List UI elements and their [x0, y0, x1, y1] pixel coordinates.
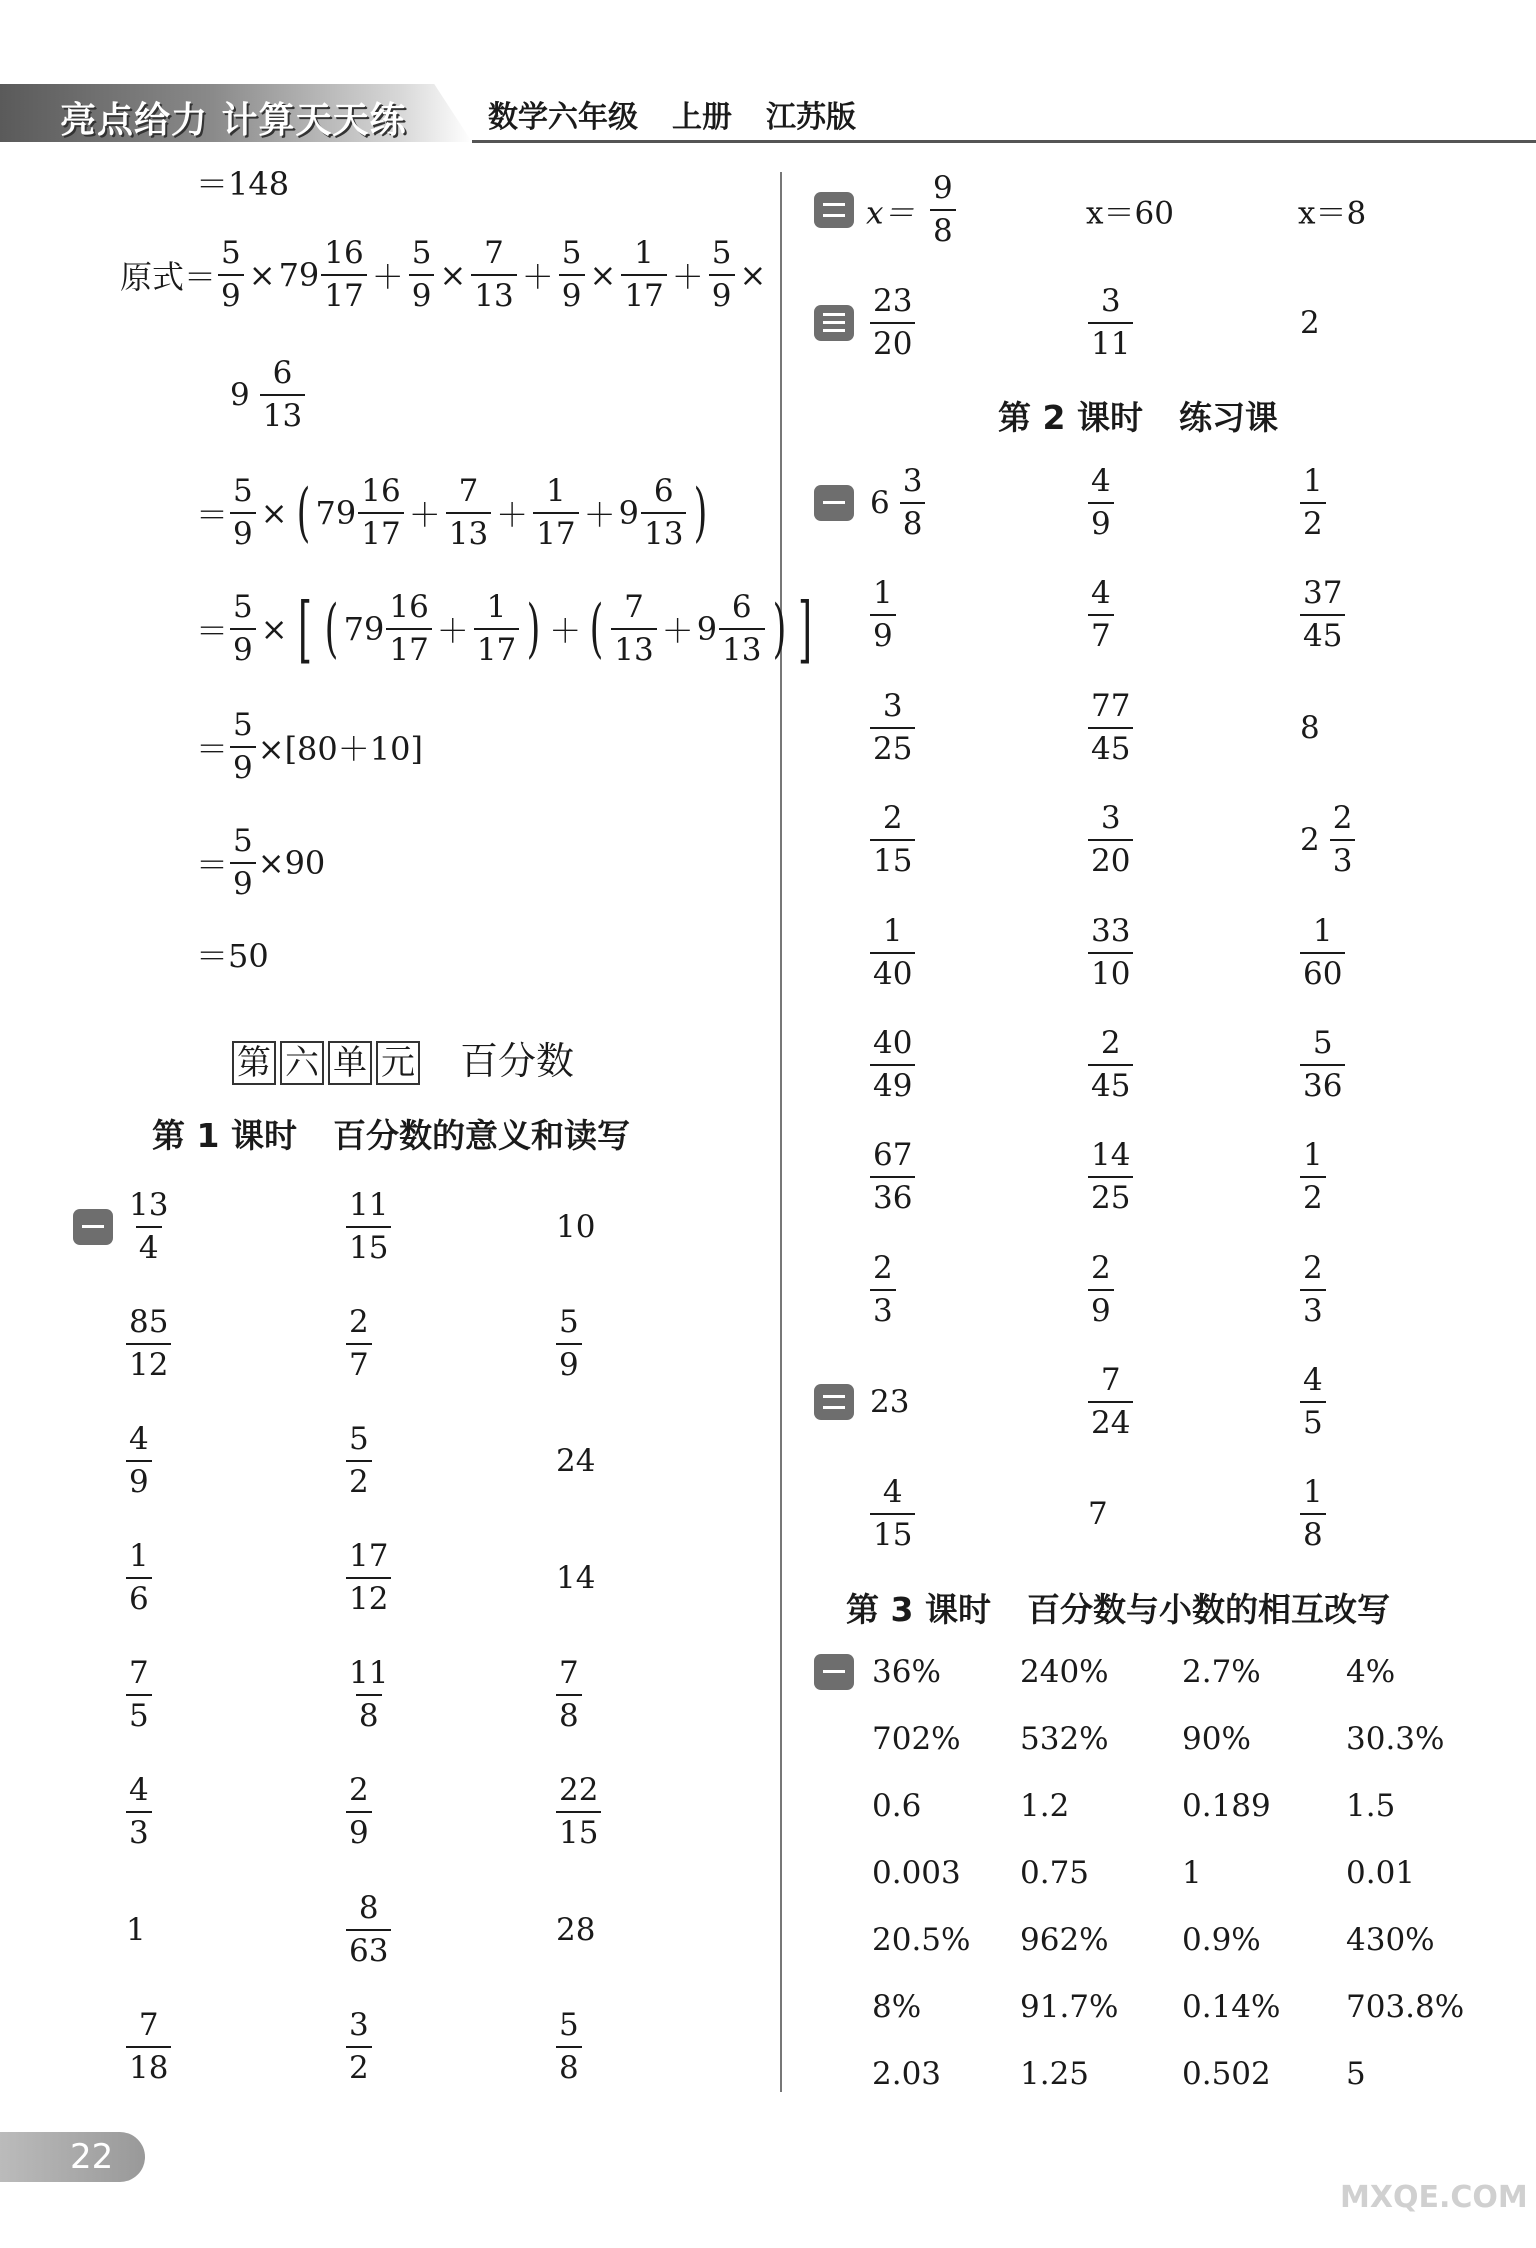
fraction: $\frac{6}{13}$ — [260, 358, 305, 432]
answer-value: 90% — [1182, 1721, 1251, 1757]
answer-value: 1.25 — [1020, 2056, 1090, 2092]
answer-value: $\frac{14}{25}$ — [1088, 1140, 1133, 1214]
unit-title — [232, 1030, 574, 1085]
answer-value: $\frac{40}{49}$ — [870, 1028, 915, 1102]
unit-name: 百分数 — [460, 1039, 575, 1083]
answer-value: 1 — [126, 1912, 146, 1948]
fraction: $\frac{1}{17}$ — [533, 476, 578, 550]
fraction: $\frac{5}{9}$ — [230, 476, 256, 550]
whole-number: 9 — [696, 610, 718, 648]
paren-close: ) — [526, 592, 541, 666]
answer-value: $\frac{2}{9}$ — [346, 1775, 372, 1849]
lesson1-title — [152, 1110, 630, 1157]
fraction: $\frac{7}{13}$ — [611, 592, 656, 666]
header-brand-title: 亮点给力 计算天天练 — [60, 100, 407, 141]
fraction: $\frac{1}{17}$ — [621, 238, 666, 312]
answer-value: $\frac{23}{20}$ — [870, 286, 915, 360]
fraction: $\frac{6}{13}$ — [641, 476, 686, 550]
step-text: ×90 — [257, 844, 326, 882]
fraction: $\frac{5}{9}$ — [230, 826, 256, 900]
equals-sign: ＝ — [196, 846, 229, 884]
answer-value: $\frac{33}{10}$ — [1088, 916, 1133, 990]
answer-value: 962% — [1020, 1922, 1109, 1958]
answer-value: x＝ — [866, 195, 915, 232]
calc-step-90 — [196, 823, 326, 902]
answer-value: $\frac{7}{5}$ — [126, 1658, 152, 1732]
answer-value: 0.003 — [872, 1855, 961, 1891]
paren-open: ( — [589, 592, 604, 666]
fraction: $\frac{7}{13}$ — [446, 476, 491, 550]
plus-sign: ＋ — [436, 612, 469, 650]
answer-value: 2 — [1300, 305, 1320, 341]
answer-value: 28 — [556, 1912, 596, 1948]
unit-box: 元 — [376, 1041, 420, 1085]
fraction: $\frac{5}{9}$ — [709, 238, 735, 312]
equals-sign: ＝ — [196, 730, 229, 768]
header-volume: 上册 — [672, 100, 732, 135]
answer-value: 0.75 — [1020, 1855, 1090, 1891]
answer-value: 7 — [1088, 1496, 1108, 1532]
answer-value: 703.8% — [1346, 1989, 1465, 2025]
answer-value: 24 — [556, 1443, 596, 1479]
answer-value: 30.3% — [1346, 1721, 1445, 1757]
lesson-name: 练习课 — [1178, 398, 1278, 437]
answer-value: $\frac{4}{15}$ — [870, 1477, 915, 1551]
watermark-logo: MXQE.COM — [1340, 2180, 1528, 2215]
answer-value: $\frac{85}{12}$ — [126, 1307, 171, 1381]
answer-value: $\frac{3}{25}$ — [870, 691, 915, 765]
lesson-label: 第 1 课时 — [152, 1116, 297, 1155]
answer-value: 23 — [870, 1384, 910, 1420]
answer-value: $\frac{11}{15}$ — [346, 1190, 391, 1264]
paren-close: ) — [772, 592, 786, 666]
times-sign: × — [589, 256, 617, 294]
section-one-marker — [73, 1209, 113, 1245]
answer-value: $\frac{3}{20}$ — [1088, 803, 1133, 877]
answer-value: $\frac{4}{3}$ — [126, 1775, 152, 1849]
answer-value: $\frac{2}{45}$ — [1088, 1028, 1133, 1102]
section-one-marker — [814, 1654, 854, 1690]
mixed-number-9-6-13 — [230, 355, 305, 434]
answer-value: 1.5 — [1346, 1788, 1396, 1824]
lesson-name: 百分数与小数的相互改写 — [1026, 1590, 1390, 1629]
answer-value: $\frac{8}{63}$ — [346, 1893, 391, 1967]
answer-value: 0.01 — [1346, 1855, 1416, 1891]
answer-value: 430% — [1346, 1922, 1435, 1958]
fraction: $\frac{7}{13}$ — [471, 238, 516, 312]
fraction: $\frac{5}{9}$ — [230, 592, 256, 666]
unit-box: 第 — [232, 1041, 276, 1085]
plus-sign: ＋ — [371, 258, 404, 296]
equals-sign: ＝ — [196, 496, 229, 534]
answer-value: $\frac{4}{7}$ — [1088, 578, 1114, 652]
fraction: $\frac{5}{9}$ — [230, 710, 256, 784]
bracket-open: [ — [297, 587, 312, 671]
calc-step-80-10 — [196, 707, 423, 786]
answer-value: $\frac{2}{7}$ — [346, 1307, 372, 1381]
paren-open: ( — [324, 592, 339, 666]
calc-step-factor — [196, 473, 713, 552]
answer-value: $\frac{1}{2}$ — [1300, 1140, 1326, 1214]
bracket-close: ] — [798, 587, 813, 671]
answer-value: $\frac{2}{9}$ — [1088, 1253, 1114, 1327]
answer-value: $\frac{5}{9}$ — [556, 1307, 582, 1381]
answer-value: $\frac{13}{4}$ — [129, 1187, 169, 1266]
answer-value: 532% — [1020, 1721, 1109, 1757]
calc-result-50: ＝50 — [196, 937, 269, 975]
answer-value: x＝60 — [1086, 195, 1174, 232]
header-rule — [472, 140, 1536, 143]
paren-open: ( — [296, 476, 310, 550]
whole-number: 79 — [278, 256, 320, 294]
answer-value: $\frac{67}{36}$ — [870, 1140, 915, 1214]
answer-value: $\frac{3}{11}$ — [1088, 286, 1133, 360]
answer-value: 0.14% — [1182, 1989, 1281, 2025]
answer-value: $\frac{4}{9}$ — [126, 1424, 152, 1498]
step-text: ×[80＋10] — [257, 730, 423, 768]
header-edition: 江苏版 — [766, 100, 856, 135]
answer-value: $\frac{2}{3}$ — [870, 1253, 896, 1327]
plus-sign: ＋ — [521, 258, 554, 296]
whole-number: 9 — [230, 377, 250, 413]
fraction: $\frac{5}{9}$ — [409, 238, 435, 312]
fraction: $\frac{5}{9}$ — [218, 238, 244, 312]
answer-value: 1 — [1182, 1855, 1202, 1891]
answer-value: 20.5% — [872, 1922, 971, 1958]
whole-number: 9 — [618, 494, 640, 532]
plus-sign: ＋ — [408, 496, 441, 534]
lesson2-title — [998, 392, 1278, 439]
orig-label: 原式＝ — [120, 258, 217, 296]
answer-value: 2.03 — [872, 2056, 942, 2092]
answer-value: $\frac{1}{40}$ — [870, 916, 915, 990]
whole-number: 79 — [343, 610, 385, 648]
answer-value: $\frac{7}{24}$ — [1088, 1365, 1133, 1439]
answer-value: $\frac{2}{3}$ — [1300, 1253, 1326, 1327]
answer-value: 6 $\frac{3}{8}$ — [870, 466, 925, 540]
answer-value: 2.7% — [1182, 1654, 1261, 1690]
fraction: $\frac{16}{17}$ — [358, 476, 403, 550]
answer-value: 8% — [872, 1989, 922, 2025]
times-sign: × — [739, 256, 767, 294]
fraction: $\frac{16}{17}$ — [321, 238, 366, 312]
unit-box: 单 — [328, 1041, 372, 1085]
times-sign: × — [260, 610, 288, 648]
whole-number: 79 — [315, 494, 357, 532]
answer-value: $\frac{77}{45}$ — [1088, 691, 1133, 765]
header-book-info — [488, 92, 890, 136]
unit-box: 六 — [280, 1041, 324, 1085]
plus-sign: ＋ — [496, 496, 529, 534]
answer-value: 0.6 — [872, 1788, 922, 1824]
answer-value: 5 — [1346, 2056, 1366, 2092]
section-one-marker — [814, 485, 854, 521]
answer-value: $\frac{1}{6}$ — [126, 1541, 152, 1615]
calc-line-148: ＝148 — [196, 165, 290, 203]
plus-sign: ＋ — [549, 612, 582, 650]
answer-value: 10 — [556, 1209, 596, 1245]
times-sign: × — [439, 256, 467, 294]
times-sign: × — [260, 494, 288, 532]
fraction: $\frac{6}{13}$ — [719, 592, 764, 666]
section-three-marker — [814, 305, 854, 341]
answer-value: $\frac{4}{5}$ — [1300, 1365, 1326, 1439]
answer-value: x＝8 — [1298, 195, 1367, 232]
answer-value: 702% — [872, 1721, 961, 1757]
answer-value: $\frac{3}{2}$ — [346, 2010, 372, 2084]
equals-sign: ＝ — [196, 612, 229, 650]
page-number: 22 — [70, 2137, 114, 2177]
answer-value: $\frac{2}{15}$ — [870, 803, 915, 877]
answer-value: $\frac{1}{2}$ — [1300, 466, 1326, 540]
calc-step-group — [196, 587, 820, 671]
answer-value: $\frac{5}{36}$ — [1300, 1028, 1345, 1102]
column-divider — [780, 172, 782, 2092]
answer-value: 36% — [872, 1654, 941, 1690]
times-sign: × — [248, 256, 276, 294]
answer-value: $\frac{9}{8}$ — [930, 173, 956, 247]
lesson-label: 第 2 课时 — [998, 398, 1143, 437]
answer-value: 14 — [556, 1560, 596, 1596]
answer-value: 4% — [1346, 1654, 1396, 1690]
section-two-marker — [814, 1384, 854, 1420]
answer-value: 0.9% — [1182, 1922, 1261, 1958]
answer-value: $\frac{5}{2}$ — [346, 1424, 372, 1498]
answer-value: $\frac{11}{8}$ — [349, 1655, 389, 1734]
answer-value: $\frac{37}{45}$ — [1300, 578, 1345, 652]
paren-close: ) — [694, 476, 708, 550]
header-subject: 数学六年级 — [488, 100, 638, 135]
answer-value: $\frac{1}{9}$ — [870, 578, 896, 652]
plus-sign: ＋ — [661, 612, 694, 650]
plus-sign: ＋ — [583, 496, 616, 534]
calc-original-expression — [120, 235, 769, 314]
answer-value: 2 $\frac{2}{3}$ — [1300, 803, 1355, 877]
answer-value: $\frac{17}{12}$ — [346, 1541, 391, 1615]
answer-value: $\frac{22}{15}$ — [556, 1775, 601, 1849]
answer-value: 240% — [1020, 1654, 1109, 1690]
answer-value: $\frac{7}{18}$ — [126, 2010, 171, 2084]
lesson3-title — [846, 1584, 1390, 1631]
answer-value: 91.7% — [1020, 1989, 1119, 2025]
lesson-label: 第 3 课时 — [846, 1590, 991, 1629]
fraction: $\frac{16}{17}$ — [386, 592, 431, 666]
answer-value: 0.189 — [1182, 1788, 1271, 1824]
answer-value: $\frac{4}{9}$ — [1088, 466, 1114, 540]
fraction: $\frac{1}{17}$ — [474, 592, 519, 666]
answer-value: 0.502 — [1182, 2056, 1271, 2092]
answer-value: $\frac{7}{8}$ — [556, 1658, 582, 1732]
answer-value: 1.2 — [1020, 1788, 1070, 1824]
lesson-name: 百分数的意义和读写 — [332, 1116, 630, 1155]
plus-sign: ＋ — [671, 258, 704, 296]
answer-value: $\frac{1}{8}$ — [1300, 1477, 1326, 1551]
answer-value: $\frac{5}{8}$ — [556, 2010, 582, 2084]
answer-value: $\frac{1}{60}$ — [1300, 916, 1345, 990]
section-two-marker — [814, 192, 854, 228]
answer-value: 8 — [1300, 710, 1320, 746]
fraction: $\frac{5}{9}$ — [559, 238, 585, 312]
